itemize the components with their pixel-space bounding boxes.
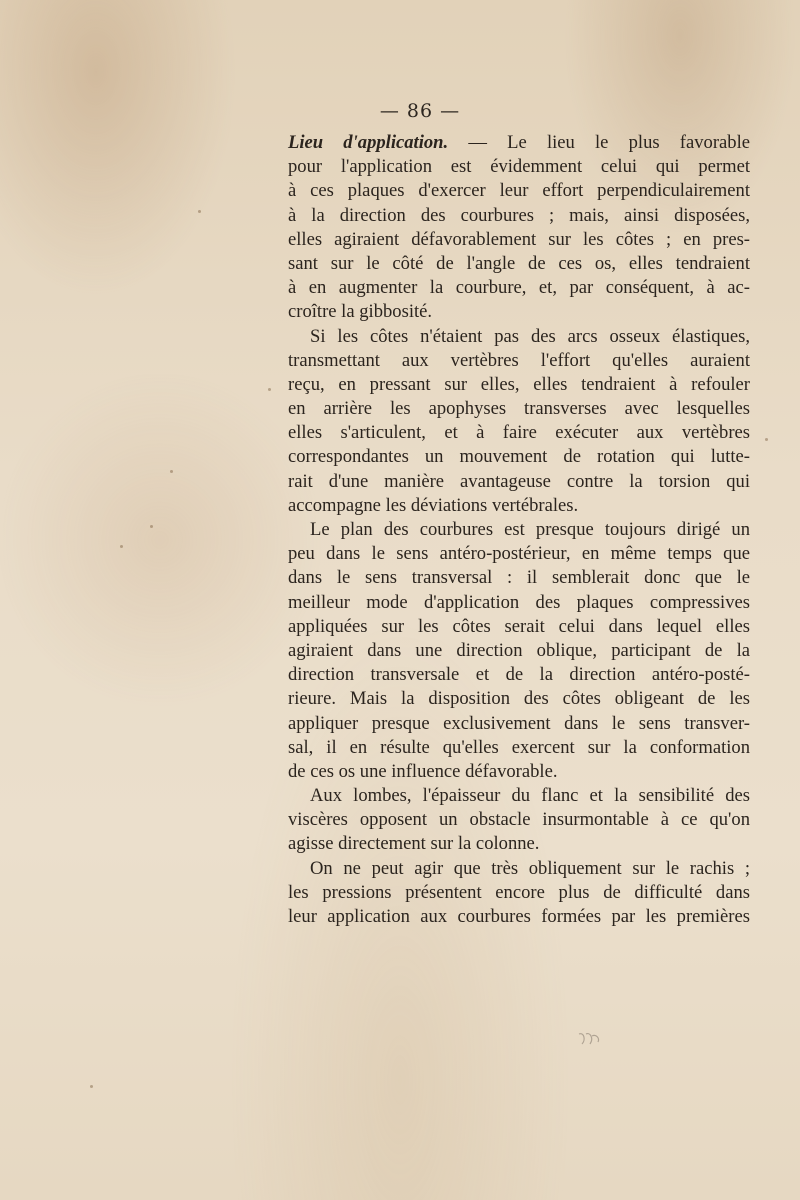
paragraph-3-line-1: Le plan des courbures est presque toujours dirigé un: [310, 519, 750, 540]
paragraph-4-line-3: agisse directement sur la colonne.: [288, 833, 540, 855]
paragraph-2-line-2: transmettant aux vertèbres l'effort qu'elles auraient: [288, 349, 750, 371]
paragraph-3-line-3: dans le sens transversal : il semblerait donc que le: [288, 567, 750, 589]
paragraph-2-line-1: Si les côtes n'étaient pas des arcs osseux élastiques,: [310, 325, 750, 347]
paragraph-3-line-11: de ces os une influence défavorable.: [288, 760, 558, 782]
paper-speck: [90, 1085, 93, 1088]
paragraph-3-line-9: appliquer presque exclusivement dans le sens transver-: [288, 712, 750, 734]
paragraph-3-line-6: agiraient dans une direction oblique, participant de la: [288, 639, 750, 661]
paper-speck: [268, 388, 271, 391]
paragraph-3-line-2: peu dans le sens antéro-postérieur, en même temps que: [288, 543, 750, 565]
paper-speck: [150, 525, 153, 528]
paragraph-5-line-3: leur application aux courbures formées par les premières: [288, 906, 750, 927]
paper-speck: [765, 438, 768, 441]
paragraph-1-line-2: pour l'application est évidemment celui qui permet: [288, 156, 750, 178]
paragraph-3-line-7: direction transversale et de la direction antéro-posté-: [288, 664, 750, 686]
paragraph-5-line-1: On ne peut agir que très obliquement sur le rachis ;: [310, 857, 750, 879]
paragraph-2-line-7: rait d'une manière avantageuse contre la torsion qui: [288, 470, 750, 492]
paper-speck: [120, 545, 123, 548]
paragraph-1-line-6: sant sur le côté de l'angle de ces os, elles tendraient: [288, 252, 750, 274]
paragraph-2-line-5: elles s'articulent, et à faire exécuter aux vertèbres: [288, 422, 750, 444]
paragraph-2-line-6: correspondantes un mouvement de rotation qui lutte-: [288, 446, 750, 468]
paragraph-3-line-4: meilleur mode d'application des plaques compressives: [288, 591, 750, 613]
section-heading: Lieu d'application.: [288, 132, 449, 153]
paper-speck: [198, 210, 201, 213]
paragraph-1-line-1: [288, 131, 750, 155]
paragraph-4-line-2: viscères opposent un obstacle insurmontable à ce qu'on: [288, 809, 750, 831]
paragraph-2-line-4: en arrière les apophyses transverses avec lesquelles: [288, 398, 750, 420]
paragraph-3-line-10: sal, il en résulte qu'elles exercent sur la conformation: [288, 736, 750, 758]
paper-speck: [170, 470, 173, 473]
library-mark: [576, 1030, 602, 1055]
paragraph-2-line-3: reçu, en pressant sur elles, elles tendraient à refouler: [288, 373, 750, 395]
paragraph-1-line-1-text: — Le lieu le plus favorable: [448, 132, 751, 153]
paragraph-5-line-2: les pressions présentent encore plus de difficulté dans: [288, 881, 750, 903]
paragraph-1-line-8: croître la gibbosité.: [288, 301, 433, 323]
page-number: — 86 —: [379, 100, 461, 122]
paragraph-3-line-8: rieure. Mais la disposition des côtes obligeant de les: [288, 688, 750, 710]
pencil-mark-icon: [576, 1030, 602, 1050]
paragraph-1-line-5: elles agiraient défavorablement sur les côtes ; en pres-: [288, 228, 750, 250]
paragraph-1-line-4: à la direction des courbures ; mais, ainsi disposées,: [288, 204, 750, 226]
paragraph-1-line-3: à ces plaques d'exercer leur effort perpendiculairement: [288, 180, 750, 202]
paragraph-3-line-5: appliquées sur les côtes serait celui dans lequel elles: [288, 615, 750, 637]
paragraph-1-line-7: à en augmenter la courbure, et, par conséquent, à ac-: [288, 277, 750, 299]
paragraph-2-line-8: accompagne les déviations vertébrales.: [288, 494, 579, 516]
document-body: [288, 131, 750, 929]
paragraph-4-line-1: Aux lombes, l'épaisseur du flanc et la sensibilité des: [310, 785, 750, 807]
